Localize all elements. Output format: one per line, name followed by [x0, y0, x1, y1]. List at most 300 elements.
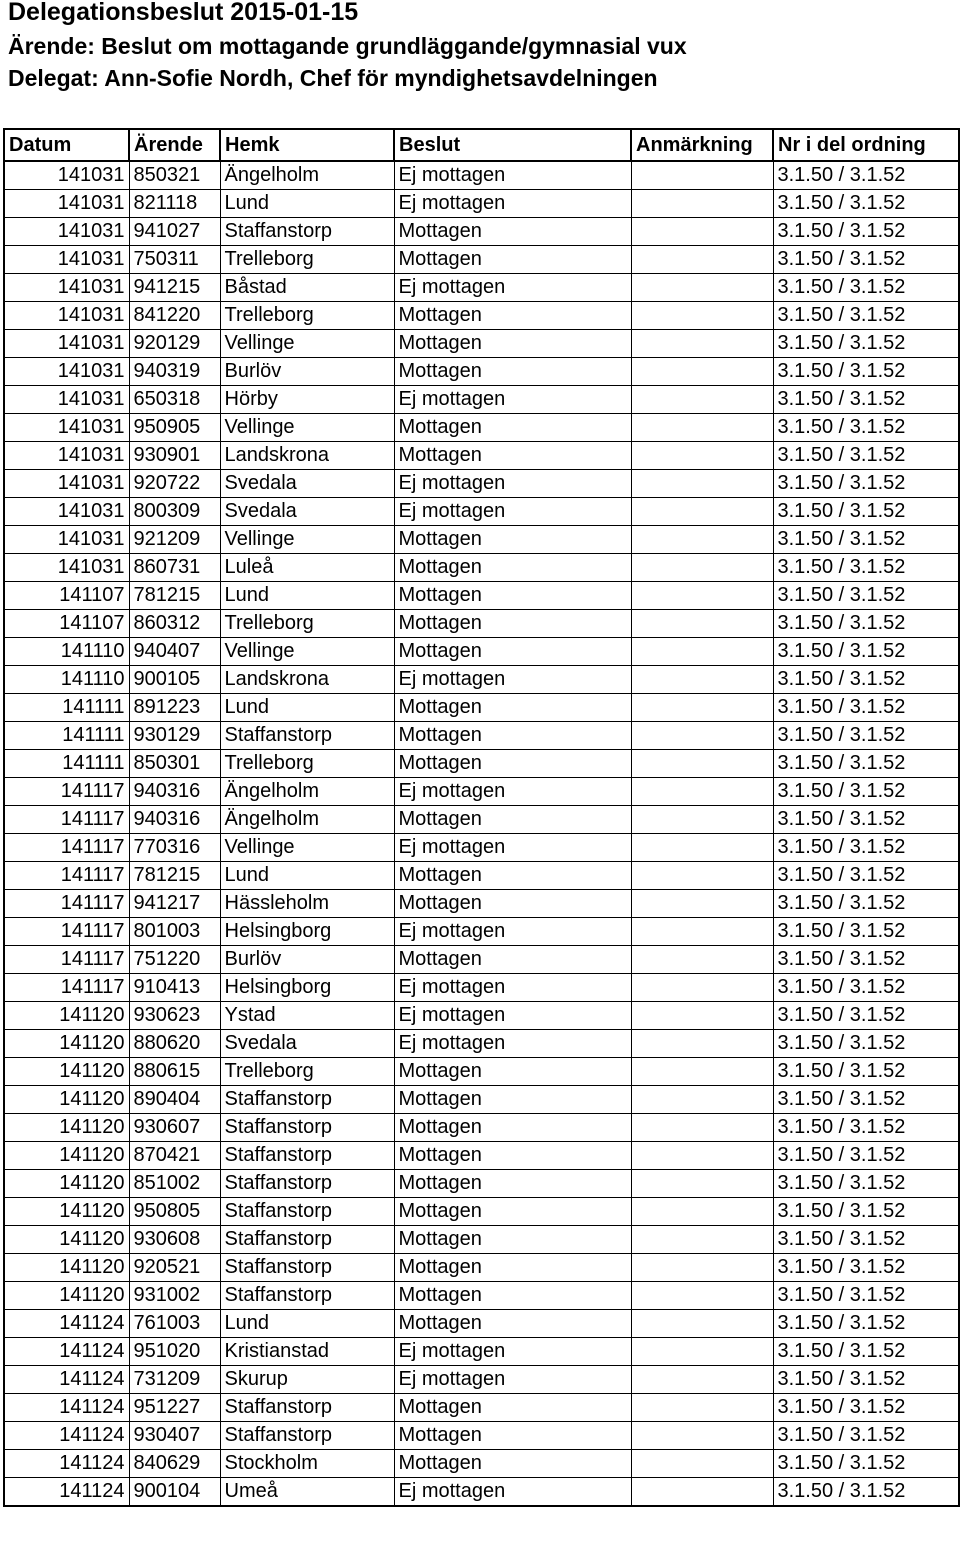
cell-arende: 731209: [129, 1366, 220, 1394]
cell-hemk: Staffanstorp: [220, 1114, 394, 1142]
table-row: [4, 1394, 959, 1422]
table-row: [4, 890, 959, 918]
cell-arende: 860731: [129, 554, 220, 582]
cell-hemk: Hässleholm: [220, 890, 394, 918]
cell-arende: 941215: [129, 274, 220, 302]
cell-hemk: Trelleborg: [220, 302, 394, 330]
cell-nr-i-del-ordning: 3.1.50 / 3.1.52: [773, 190, 959, 218]
cell-anmarkning: [631, 834, 773, 862]
cell-beslut: Mottagen: [394, 1310, 631, 1338]
cell-datum: 141120: [4, 1254, 129, 1282]
cell-nr-i-del-ordning: 3.1.50 / 3.1.52: [773, 1058, 959, 1086]
cell-arende: 801003: [129, 918, 220, 946]
cell-arende: 800309: [129, 498, 220, 526]
cell-nr-i-del-ordning: 3.1.50 / 3.1.52: [773, 1086, 959, 1114]
cell-beslut: Mottagen: [394, 358, 631, 386]
table-row: [4, 554, 959, 582]
cell-anmarkning: [631, 1282, 773, 1310]
cell-arende: 850301: [129, 750, 220, 778]
cell-datum: 141124: [4, 1338, 129, 1366]
cell-beslut: Mottagen: [394, 694, 631, 722]
cell-beslut: Mottagen: [394, 330, 631, 358]
cell-anmarkning: [631, 218, 773, 246]
cell-beslut: Mottagen: [394, 1394, 631, 1422]
table-row: [4, 1170, 959, 1198]
cell-nr-i-del-ordning: 3.1.50 / 3.1.52: [773, 1226, 959, 1254]
cell-anmarkning: [631, 1254, 773, 1282]
table-row: [4, 974, 959, 1002]
cell-arende: 890404: [129, 1086, 220, 1114]
table-row: [4, 638, 959, 666]
cell-beslut: Mottagen: [394, 1422, 631, 1450]
cell-hemk: Lund: [220, 190, 394, 218]
cell-arende: 880620: [129, 1030, 220, 1058]
table-row: [4, 1226, 959, 1254]
cell-beslut: Ej mottagen: [394, 190, 631, 218]
cell-datum: 141111: [4, 722, 129, 750]
cell-arende: 920722: [129, 470, 220, 498]
cell-hemk: Staffanstorp: [220, 1282, 394, 1310]
cell-arende: 781215: [129, 582, 220, 610]
cell-hemk: Stockholm: [220, 1450, 394, 1478]
cell-nr-i-del-ordning: 3.1.50 / 3.1.52: [773, 806, 959, 834]
cell-arende: 940316: [129, 806, 220, 834]
cell-datum: 141124: [4, 1478, 129, 1507]
cell-datum: 141117: [4, 890, 129, 918]
cell-arende: 891223: [129, 694, 220, 722]
cell-arende: 781215: [129, 862, 220, 890]
cell-datum: 141031: [4, 386, 129, 414]
cell-datum: 141124: [4, 1310, 129, 1338]
table-row: [4, 218, 959, 246]
cell-hemk: Kristianstad: [220, 1338, 394, 1366]
cell-arende: 870421: [129, 1142, 220, 1170]
cell-nr-i-del-ordning: 3.1.50 / 3.1.52: [773, 1394, 959, 1422]
table-row: [4, 1478, 959, 1507]
cell-nr-i-del-ordning: 3.1.50 / 3.1.52: [773, 1030, 959, 1058]
cell-anmarkning: [631, 638, 773, 666]
cell-hemk: Ystad: [220, 1002, 394, 1030]
cell-nr-i-del-ordning: 3.1.50 / 3.1.52: [773, 1366, 959, 1394]
cell-arende: 851002: [129, 1170, 220, 1198]
cell-nr-i-del-ordning: 3.1.50 / 3.1.52: [773, 1450, 959, 1478]
document-title: Delegationsbeslut 2015-01-15: [8, 0, 359, 26]
table-row: [4, 1282, 959, 1310]
cell-arende: 761003: [129, 1310, 220, 1338]
table-row: [4, 778, 959, 806]
cell-hemk: Umeå: [220, 1478, 394, 1507]
cell-beslut: Mottagen: [394, 806, 631, 834]
cell-datum: 141031: [4, 218, 129, 246]
cell-beslut: Mottagen: [394, 1142, 631, 1170]
cell-anmarkning: [631, 1478, 773, 1507]
cell-hemk: Landskrona: [220, 442, 394, 470]
cell-hemk: Vellinge: [220, 414, 394, 442]
cell-hemk: Svedala: [220, 1030, 394, 1058]
cell-hemk: Burlöv: [220, 358, 394, 386]
cell-beslut: Mottagen: [394, 890, 631, 918]
cell-beslut: Mottagen: [394, 246, 631, 274]
cell-hemk: Ängelholm: [220, 778, 394, 806]
table-row: [4, 694, 959, 722]
cell-anmarkning: [631, 1310, 773, 1338]
cell-nr-i-del-ordning: 3.1.50 / 3.1.52: [773, 498, 959, 526]
cell-datum: 141031: [4, 442, 129, 470]
cell-beslut: Ej mottagen: [394, 974, 631, 1002]
cell-datum: 141117: [4, 862, 129, 890]
cell-arende: 900104: [129, 1478, 220, 1507]
cell-datum: 141031: [4, 470, 129, 498]
cell-arende: 900105: [129, 666, 220, 694]
decision-table: [3, 128, 960, 1507]
cell-beslut: Mottagen: [394, 1198, 631, 1226]
cell-nr-i-del-ordning: 3.1.50 / 3.1.52: [773, 358, 959, 386]
table-row: [4, 1002, 959, 1030]
cell-datum: 141124: [4, 1450, 129, 1478]
table-row: [4, 582, 959, 610]
cell-datum: 141124: [4, 1394, 129, 1422]
cell-hemk: Trelleborg: [220, 1058, 394, 1086]
table-row: [4, 1422, 959, 1450]
cell-beslut: Mottagen: [394, 554, 631, 582]
cell-hemk: Staffanstorp: [220, 1142, 394, 1170]
cell-beslut: Ej mottagen: [394, 274, 631, 302]
table-row: [4, 190, 959, 218]
column-header-nr-i-del-ordning: Nr i del ordning: [773, 129, 959, 161]
cell-hemk: Lund: [220, 1310, 394, 1338]
cell-anmarkning: [631, 330, 773, 358]
cell-arende: 920521: [129, 1254, 220, 1282]
cell-datum: 141117: [4, 974, 129, 1002]
cell-anmarkning: [631, 1170, 773, 1198]
cell-nr-i-del-ordning: 3.1.50 / 3.1.52: [773, 750, 959, 778]
cell-beslut: Mottagen: [394, 442, 631, 470]
cell-arende: 950905: [129, 414, 220, 442]
cell-anmarkning: [631, 974, 773, 1002]
cell-datum: 141124: [4, 1366, 129, 1394]
cell-anmarkning: [631, 274, 773, 302]
cell-hemk: Staffanstorp: [220, 1086, 394, 1114]
cell-arende: 750311: [129, 246, 220, 274]
cell-anmarkning: [631, 1338, 773, 1366]
cell-datum: 141111: [4, 750, 129, 778]
cell-anmarkning: [631, 554, 773, 582]
cell-beslut: Ej mottagen: [394, 498, 631, 526]
cell-anmarkning: [631, 1226, 773, 1254]
cell-nr-i-del-ordning: 3.1.50 / 3.1.52: [773, 161, 959, 190]
cell-arende: 910413: [129, 974, 220, 1002]
cell-hemk: Vellinge: [220, 526, 394, 554]
cell-beslut: Ej mottagen: [394, 1366, 631, 1394]
cell-beslut: Mottagen: [394, 1058, 631, 1086]
table-row: [4, 946, 959, 974]
cell-datum: 141120: [4, 1114, 129, 1142]
cell-hemk: Helsingborg: [220, 974, 394, 1002]
cell-beslut: Ej mottagen: [394, 386, 631, 414]
cell-anmarkning: [631, 666, 773, 694]
cell-beslut: Mottagen: [394, 1282, 631, 1310]
cell-beslut: Mottagen: [394, 750, 631, 778]
cell-arende: 931002: [129, 1282, 220, 1310]
table-row: [4, 666, 959, 694]
cell-anmarkning: [631, 1086, 773, 1114]
cell-datum: 141111: [4, 694, 129, 722]
cell-datum: 141110: [4, 666, 129, 694]
cell-hemk: Helsingborg: [220, 918, 394, 946]
cell-beslut: Mottagen: [394, 1170, 631, 1198]
cell-nr-i-del-ordning: 3.1.50 / 3.1.52: [773, 1310, 959, 1338]
cell-beslut: Mottagen: [394, 218, 631, 246]
table-row: [4, 498, 959, 526]
cell-anmarkning: [631, 582, 773, 610]
cell-hemk: Trelleborg: [220, 610, 394, 638]
column-header-anmarkning: Anmärkning: [631, 129, 773, 161]
cell-hemk: Skurup: [220, 1366, 394, 1394]
cell-arende: 821118: [129, 190, 220, 218]
cell-datum: 141031: [4, 246, 129, 274]
cell-nr-i-del-ordning: 3.1.50 / 3.1.52: [773, 1478, 959, 1507]
cell-beslut: Mottagen: [394, 1226, 631, 1254]
cell-anmarkning: [631, 161, 773, 190]
cell-hemk: Vellinge: [220, 330, 394, 358]
column-header-beslut: Beslut: [394, 129, 631, 161]
table-row: [4, 1254, 959, 1282]
cell-datum: 141031: [4, 190, 129, 218]
cell-arende: 930608: [129, 1226, 220, 1254]
cell-nr-i-del-ordning: 3.1.50 / 3.1.52: [773, 946, 959, 974]
table-row: [4, 862, 959, 890]
cell-datum: 141117: [4, 946, 129, 974]
cell-anmarkning: [631, 862, 773, 890]
cell-beslut: Mottagen: [394, 610, 631, 638]
cell-datum: 141120: [4, 1058, 129, 1086]
cell-beslut: Ej mottagen: [394, 1002, 631, 1030]
table-row: [4, 246, 959, 274]
cell-hemk: Staffanstorp: [220, 1254, 394, 1282]
cell-beslut: Ej mottagen: [394, 918, 631, 946]
cell-datum: 141117: [4, 806, 129, 834]
cell-anmarkning: [631, 1002, 773, 1030]
cell-arende: 751220: [129, 946, 220, 974]
cell-beslut: Ej mottagen: [394, 666, 631, 694]
cell-nr-i-del-ordning: 3.1.50 / 3.1.52: [773, 638, 959, 666]
cell-beslut: Mottagen: [394, 722, 631, 750]
cell-hemk: Staffanstorp: [220, 1394, 394, 1422]
cell-arende: 921209: [129, 526, 220, 554]
cell-datum: 141120: [4, 1282, 129, 1310]
table-row: [4, 1030, 959, 1058]
cell-anmarkning: [631, 722, 773, 750]
cell-datum: 141031: [4, 498, 129, 526]
cell-datum: 141120: [4, 1226, 129, 1254]
cell-datum: 141031: [4, 358, 129, 386]
cell-arende: 940407: [129, 638, 220, 666]
cell-anmarkning: [631, 414, 773, 442]
cell-arende: 930407: [129, 1422, 220, 1450]
cell-arende: 841220: [129, 302, 220, 330]
cell-anmarkning: [631, 526, 773, 554]
cell-anmarkning: [631, 1114, 773, 1142]
cell-anmarkning: [631, 498, 773, 526]
cell-beslut: Ej mottagen: [394, 470, 631, 498]
table-row: [4, 274, 959, 302]
cell-hemk: Hörby: [220, 386, 394, 414]
cell-datum: 141120: [4, 1086, 129, 1114]
cell-nr-i-del-ordning: 3.1.50 / 3.1.52: [773, 1254, 959, 1282]
cell-hemk: Staffanstorp: [220, 1170, 394, 1198]
cell-anmarkning: [631, 778, 773, 806]
cell-datum: 141120: [4, 1170, 129, 1198]
cell-anmarkning: [631, 1058, 773, 1086]
cell-nr-i-del-ordning: 3.1.50 / 3.1.52: [773, 1142, 959, 1170]
cell-nr-i-del-ordning: 3.1.50 / 3.1.52: [773, 302, 959, 330]
cell-anmarkning: [631, 890, 773, 918]
cell-anmarkning: [631, 470, 773, 498]
table-row: [4, 161, 959, 190]
cell-anmarkning: [631, 1394, 773, 1422]
cell-hemk: Trelleborg: [220, 246, 394, 274]
cell-arende: 930129: [129, 722, 220, 750]
cell-nr-i-del-ordning: 3.1.50 / 3.1.52: [773, 722, 959, 750]
cell-anmarkning: [631, 694, 773, 722]
cell-arende: 951020: [129, 1338, 220, 1366]
table-row: [4, 386, 959, 414]
cell-hemk: Båstad: [220, 274, 394, 302]
table-body: [4, 161, 959, 1506]
cell-nr-i-del-ordning: 3.1.50 / 3.1.52: [773, 834, 959, 862]
cell-anmarkning: [631, 946, 773, 974]
cell-beslut: Mottagen: [394, 1254, 631, 1282]
cell-beslut: Mottagen: [394, 414, 631, 442]
cell-beslut: Ej mottagen: [394, 161, 631, 190]
cell-nr-i-del-ordning: 3.1.50 / 3.1.52: [773, 862, 959, 890]
cell-anmarkning: [631, 1142, 773, 1170]
cell-anmarkning: [631, 750, 773, 778]
cell-beslut: Mottagen: [394, 302, 631, 330]
cell-datum: 141031: [4, 302, 129, 330]
cell-anmarkning: [631, 1198, 773, 1226]
cell-hemk: Staffanstorp: [220, 1198, 394, 1226]
cell-beslut: Ej mottagen: [394, 1030, 631, 1058]
cell-nr-i-del-ordning: 3.1.50 / 3.1.52: [773, 666, 959, 694]
cell-anmarkning: [631, 1030, 773, 1058]
cell-arende: 930901: [129, 442, 220, 470]
cell-nr-i-del-ordning: 3.1.50 / 3.1.52: [773, 386, 959, 414]
cell-beslut: Mottagen: [394, 1114, 631, 1142]
cell-hemk: Staffanstorp: [220, 1226, 394, 1254]
table-row: [4, 806, 959, 834]
cell-datum: 141031: [4, 274, 129, 302]
cell-anmarkning: [631, 806, 773, 834]
table-row: [4, 1058, 959, 1086]
cell-anmarkning: [631, 1450, 773, 1478]
table-row: [4, 1310, 959, 1338]
cell-nr-i-del-ordning: 3.1.50 / 3.1.52: [773, 1198, 959, 1226]
cell-hemk: Vellinge: [220, 638, 394, 666]
cell-anmarkning: [631, 246, 773, 274]
cell-anmarkning: [631, 918, 773, 946]
cell-beslut: Mottagen: [394, 946, 631, 974]
cell-datum: 141031: [4, 161, 129, 190]
cell-anmarkning: [631, 302, 773, 330]
cell-nr-i-del-ordning: 3.1.50 / 3.1.52: [773, 778, 959, 806]
cell-hemk: Lund: [220, 582, 394, 610]
cell-nr-i-del-ordning: 3.1.50 / 3.1.52: [773, 470, 959, 498]
table-row: [4, 1114, 959, 1142]
cell-beslut: Ej mottagen: [394, 834, 631, 862]
cell-arende: 930607: [129, 1114, 220, 1142]
cell-nr-i-del-ordning: 3.1.50 / 3.1.52: [773, 1002, 959, 1030]
cell-datum: 141107: [4, 582, 129, 610]
cell-nr-i-del-ordning: 3.1.50 / 3.1.52: [773, 1338, 959, 1366]
table-row: [4, 330, 959, 358]
cell-nr-i-del-ordning: 3.1.50 / 3.1.52: [773, 974, 959, 1002]
cell-nr-i-del-ordning: 3.1.50 / 3.1.52: [773, 442, 959, 470]
cell-nr-i-del-ordning: 3.1.50 / 3.1.52: [773, 414, 959, 442]
cell-arende: 941027: [129, 218, 220, 246]
cell-arende: 860312: [129, 610, 220, 638]
cell-datum: 141117: [4, 834, 129, 862]
column-header-arende: Ärende: [129, 129, 220, 161]
cell-anmarkning: [631, 1422, 773, 1450]
cell-nr-i-del-ordning: 3.1.50 / 3.1.52: [773, 918, 959, 946]
cell-datum: 141031: [4, 526, 129, 554]
cell-anmarkning: [631, 610, 773, 638]
table-row: [4, 414, 959, 442]
cell-hemk: Svedala: [220, 498, 394, 526]
cell-hemk: Landskrona: [220, 666, 394, 694]
table-row: [4, 918, 959, 946]
cell-arende: 940316: [129, 778, 220, 806]
cell-hemk: Svedala: [220, 470, 394, 498]
cell-nr-i-del-ordning: 3.1.50 / 3.1.52: [773, 610, 959, 638]
cell-arende: 950805: [129, 1198, 220, 1226]
cell-nr-i-del-ordning: 3.1.50 / 3.1.52: [773, 1422, 959, 1450]
cell-nr-i-del-ordning: 3.1.50 / 3.1.52: [773, 890, 959, 918]
cell-hemk: Lund: [220, 694, 394, 722]
cell-beslut: Mottagen: [394, 862, 631, 890]
cell-anmarkning: [631, 1366, 773, 1394]
cell-arende: 650318: [129, 386, 220, 414]
cell-nr-i-del-ordning: 3.1.50 / 3.1.52: [773, 526, 959, 554]
cell-datum: 141107: [4, 610, 129, 638]
cell-hemk: Ängelholm: [220, 161, 394, 190]
cell-hemk: Staffanstorp: [220, 218, 394, 246]
document-subject: Ärende: Beslut om mottagande grundläggande/gymnasial vux: [8, 33, 687, 59]
cell-hemk: Trelleborg: [220, 750, 394, 778]
cell-arende: 940319: [129, 358, 220, 386]
cell-nr-i-del-ordning: 3.1.50 / 3.1.52: [773, 218, 959, 246]
cell-datum: 141124: [4, 1422, 129, 1450]
cell-nr-i-del-ordning: 3.1.50 / 3.1.52: [773, 582, 959, 610]
cell-nr-i-del-ordning: 3.1.50 / 3.1.52: [773, 554, 959, 582]
cell-hemk: Lund: [220, 862, 394, 890]
cell-datum: 141120: [4, 1142, 129, 1170]
cell-beslut: Mottagen: [394, 526, 631, 554]
table-row: [4, 750, 959, 778]
cell-datum: 141031: [4, 330, 129, 358]
cell-arende: 930623: [129, 1002, 220, 1030]
cell-arende: 880615: [129, 1058, 220, 1086]
cell-beslut: Ej mottagen: [394, 778, 631, 806]
cell-anmarkning: [631, 386, 773, 414]
table-row: [4, 722, 959, 750]
cell-beslut: Mottagen: [394, 582, 631, 610]
cell-beslut: Ej mottagen: [394, 1478, 631, 1507]
cell-beslut: Ej mottagen: [394, 1338, 631, 1366]
cell-hemk: Staffanstorp: [220, 722, 394, 750]
cell-arende: 850321: [129, 161, 220, 190]
